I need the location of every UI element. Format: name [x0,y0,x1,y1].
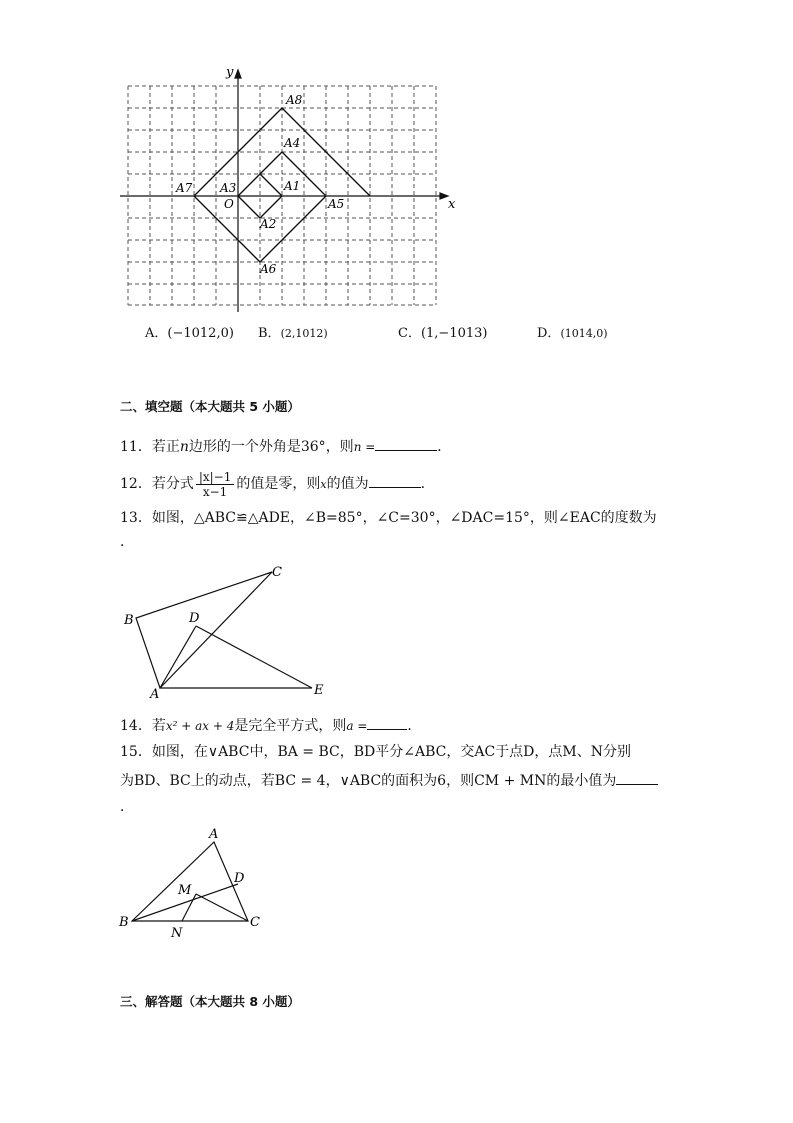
option-a [145,324,234,344]
section-3-title: 三、解答题（本大题共 8 小题） [120,994,300,1009]
q11-end: ． [437,439,452,455]
point-label-a2: A2 [260,217,277,231]
q13-number: 13． [120,510,152,526]
point-label-a6: A6 [260,262,277,276]
q15-label-m: M [178,883,192,898]
q12-number: 12． [120,476,152,492]
axis-x-label: x [448,197,456,212]
q15-label-c: C [250,915,260,930]
q11-text-pre: 若正 [151,439,180,455]
option-c-letter: C． [398,326,421,341]
option-b-letter: B． [258,326,281,341]
q14-answer-blank[interactable] [367,715,407,730]
option-a-value: (−1012,0) [167,326,234,341]
point-label-a5: A5 [328,197,345,211]
section-2-title: 二、填空题（本大题共 5 小题） [120,399,300,414]
q12-text-post: 的值为 [326,476,369,492]
option-d-letter: D． [537,326,561,341]
q15-text-line-2: 为BD、BC上的动点，若BC = 4，∨ABC的面积为6，则CM + MN的最小值为 [120,773,617,789]
q12-text-pre: 若分式 [151,476,194,492]
q13-label-e: E [314,683,324,698]
q13-label-b: B [124,613,134,628]
question-15-line-2 [120,770,658,791]
q11-text-mid: 边形的一个外角是 [188,439,301,455]
q11-var-n: n [179,439,189,455]
q13-label-a: A [150,687,160,700]
q14-text-pre: 若 [151,718,166,734]
axis-y-label: y [226,65,234,80]
option-d-value: (1014,0) [560,327,608,340]
question-14 [120,715,421,736]
q15-label-d: D [234,871,245,886]
question-11 [120,436,451,457]
q15-label-a: A [209,827,219,842]
q14-number: 14． [120,718,152,734]
q13-label-d: D [189,611,200,626]
q15-text-line-1: 如图，在∨ABC中，BA = BC，BD平分∠ABC，交AC于点D，点M、N分别 [151,744,631,760]
option-c-value: (1,−1013) [420,326,488,341]
q13-end: ． [120,534,134,550]
q12-end: ． [420,476,435,492]
q13-text: 如图，△ABC≌△ADE，∠B=85°，∠C=30°，∠DAC=15°，则∠EAC的度数为 [151,510,657,526]
point-label-a3: A3 [220,181,237,195]
q15-triangle-figure [116,822,276,940]
q15-label-n: N [171,926,183,940]
q12-fraction [196,470,235,499]
q11-text-post: ，则 [325,439,354,455]
q14-expression: x² + ax + 4 [165,719,235,733]
option-b-value: (2,1012) [280,327,328,340]
coordinate-grid-figure [110,60,470,320]
q12-text-mid: 的值是零，则 [236,476,321,492]
point-label-a1: A1 [284,179,301,193]
q13-label-c: C [272,565,282,580]
q11-lhs: n = [353,440,376,454]
origin-label: O [224,197,234,211]
option-b [258,324,328,344]
question-15-line-1 [120,742,631,762]
q14-end: ． [407,718,422,734]
q12-answer-blank[interactable] [369,473,421,488]
q12-denominator: x−1 [202,484,228,499]
q11-number: 11． [120,439,152,455]
q14-lhs: a = [346,719,368,733]
point-label-a7: A7 [176,181,193,195]
option-a-letter: A． [145,326,168,341]
q11-angle: 36° [300,439,326,455]
option-d [537,324,608,344]
q14-text-post: 是完全平方式，则 [234,718,347,734]
q13-triangle-figure [118,560,338,700]
point-label-a4: A4 [284,136,301,150]
q15-answer-blank[interactable] [616,770,658,785]
question-13 [120,508,657,528]
q15-end: ． [120,799,134,815]
option-c [398,324,487,344]
q12-numerator: |x|−1 [196,470,235,485]
question-12 [120,468,435,500]
q12-var-x: x [320,478,327,491]
q11-answer-blank[interactable] [375,436,437,451]
q15-number: 15． [120,744,152,760]
point-label-a8: A8 [286,93,303,107]
q15-label-b: B [119,915,129,930]
